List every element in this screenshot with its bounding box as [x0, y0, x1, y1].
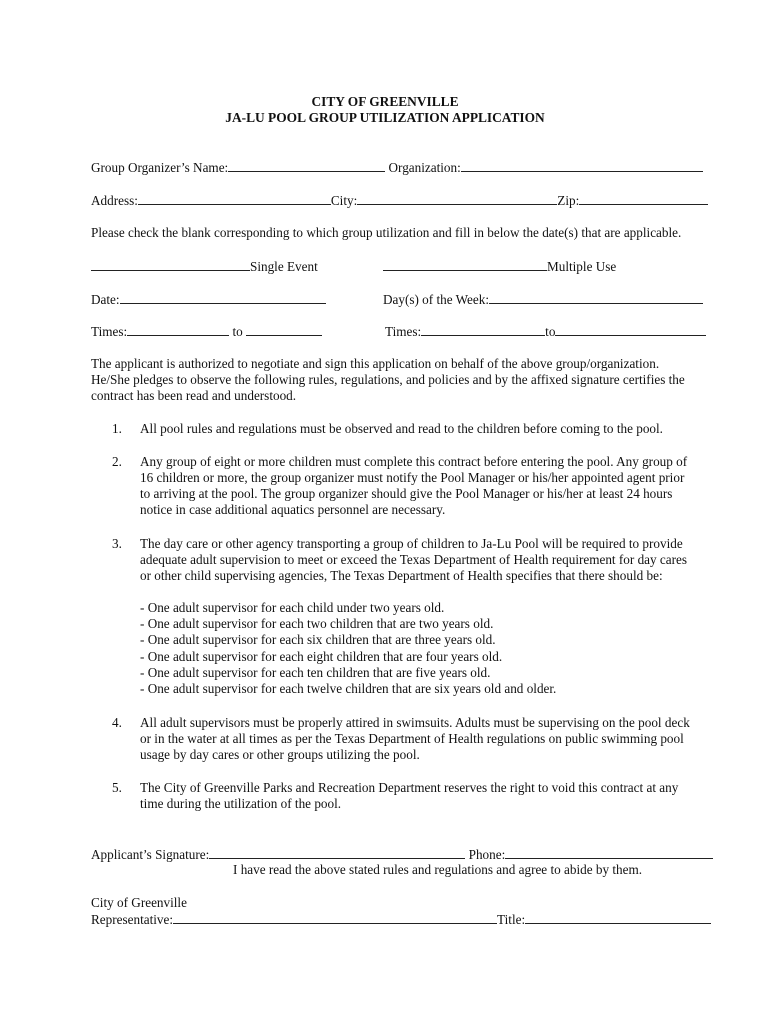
organizer-row — [91, 159, 703, 176]
rule-text: The City of Greenville Parks and Recreation Department reserves the right to void this contract at any — [140, 780, 679, 795]
date-blank[interactable] — [120, 291, 326, 304]
rule-text: usage by day cares or other groups utilizing the pool. — [140, 747, 420, 762]
to-label: to — [232, 324, 243, 339]
rule-number: 4. — [112, 715, 122, 730]
ratio-item: - One adult supervisor for each ten children that are five years old. — [140, 665, 491, 680]
ratio-item: - One adult supervisor for each two children that are two years old. — [140, 616, 494, 631]
city-of-greenville-label: City of Greenville — [91, 895, 187, 910]
city-blank[interactable] — [357, 192, 557, 205]
representative-label: Representative: — [91, 912, 174, 927]
representative-row — [91, 911, 711, 928]
document-title-city: CITY OF GREENVILLE — [311, 94, 459, 109]
applicant-signature-row — [91, 846, 713, 863]
single-time-end-blank[interactable] — [246, 323, 322, 336]
multiple-time-end-blank[interactable] — [555, 323, 706, 336]
to-label: to — [545, 324, 556, 339]
single-event-row — [91, 258, 318, 275]
date-row — [91, 291, 326, 308]
ratio-item: - One adult supervisor for each six children that are three years old. — [140, 632, 496, 647]
times-label: Times: — [91, 324, 128, 339]
ratio-item: - One adult supervisor for each eight children that are four years old. — [140, 649, 503, 664]
phone-label: Phone: — [468, 847, 506, 862]
address-blank[interactable] — [138, 192, 331, 205]
title-label: Title: — [497, 912, 526, 927]
date-label: Date: — [91, 292, 120, 307]
multiple-time-start-blank[interactable] — [421, 323, 545, 336]
organizer-name-blank[interactable] — [228, 159, 385, 172]
document-title-form: JA-LU POOL GROUP UTILIZATION APPLICATION — [225, 110, 545, 125]
rule-number: 2. — [112, 454, 122, 469]
instructions: Please check the blank corresponding to which group utilization and fill in below the date(s) that are applicable. — [91, 225, 682, 240]
single-event-blank[interactable] — [91, 258, 250, 271]
phone-blank[interactable] — [505, 846, 713, 859]
rule-text: Any group of eight or more children must complete this contract before entering the pool. Any group of — [140, 454, 688, 469]
ratio-item: - One adult supervisor for each twelve children that are six years old and older. — [140, 681, 557, 696]
rule-number: 1. — [112, 421, 122, 436]
rule-text: to arriving at the pool. The group organizer should give the Pool Manager or his/her at least 24 hours — [140, 486, 673, 501]
rule-text: or in the water at all times as per the Texas Department of Health regulations on public swimming pool — [140, 731, 684, 746]
rule-number: 3. — [112, 536, 122, 551]
single-event-label: Single Event — [250, 259, 318, 274]
rule-text: 16 children or more, the group organizer must notify the Pool Manager or his/her appointed agent prior — [140, 470, 685, 485]
organization-blank[interactable] — [461, 159, 703, 172]
multiple-times-row — [385, 323, 706, 340]
rule-text: or other child supervising agencies, The Texas Department of Health specifies that there should be: — [140, 568, 663, 583]
days-label: Day(s) of the Week: — [383, 292, 489, 307]
single-time-start-blank[interactable] — [127, 323, 229, 336]
title-blank[interactable] — [525, 911, 711, 924]
days-row — [383, 291, 703, 308]
ratio-item: - One adult supervisor for each child under two years old. — [140, 600, 445, 615]
authorization-line: He/She pledges to observe the following rules, regulations, and policies and by the affixed signature certifies the — [91, 372, 685, 387]
rule-text: The day care or other agency transporting a group of children to Ja-Lu Pool will be required to provide — [140, 536, 683, 551]
city-label: City: — [330, 193, 358, 208]
authorization-line: The applicant is authorized to negotiate and sign this application on behalf of the above group/organization. — [91, 356, 660, 371]
multiple-use-row — [383, 258, 616, 275]
organization-label: Organization: — [388, 160, 461, 175]
rule-text: All adult supervisors must be properly attired in swimsuits. Adults must be supervising on the pool deck — [140, 715, 690, 730]
address-row — [91, 192, 708, 209]
agreement-statement: I have read the above stated rules and regulations and agree to abide by them. — [233, 862, 643, 877]
authorization-line: contract has been read and understood. — [91, 388, 297, 403]
representative-blank[interactable] — [173, 911, 497, 924]
organizer-label: Group Organizer’s Name: — [91, 160, 229, 175]
zip-label: Zip: — [557, 193, 580, 208]
address-label: Address: — [91, 193, 138, 208]
times-label: Times: — [385, 324, 422, 339]
rule-number: 5. — [112, 780, 122, 795]
days-blank[interactable] — [489, 291, 703, 304]
rule-text: All pool rules and regulations must be observed and read to the children before coming to the pool. — [140, 421, 663, 436]
applicant-signature-label: Applicant’s Signature: — [91, 847, 210, 862]
applicant-signature-blank[interactable] — [209, 846, 465, 859]
single-times-row — [91, 323, 322, 340]
multiple-use-label: Multiple Use — [547, 259, 617, 274]
rule-text: time during the utilization of the pool. — [140, 796, 342, 811]
rule-text: adequate adult supervision to meet or exceed the Texas Department of Health requirement for day cares — [140, 552, 687, 567]
rule-text: notice in case additional aquatics personnel are necessary. — [140, 502, 446, 517]
multiple-use-blank[interactable] — [383, 258, 547, 271]
zip-blank[interactable] — [579, 192, 708, 205]
